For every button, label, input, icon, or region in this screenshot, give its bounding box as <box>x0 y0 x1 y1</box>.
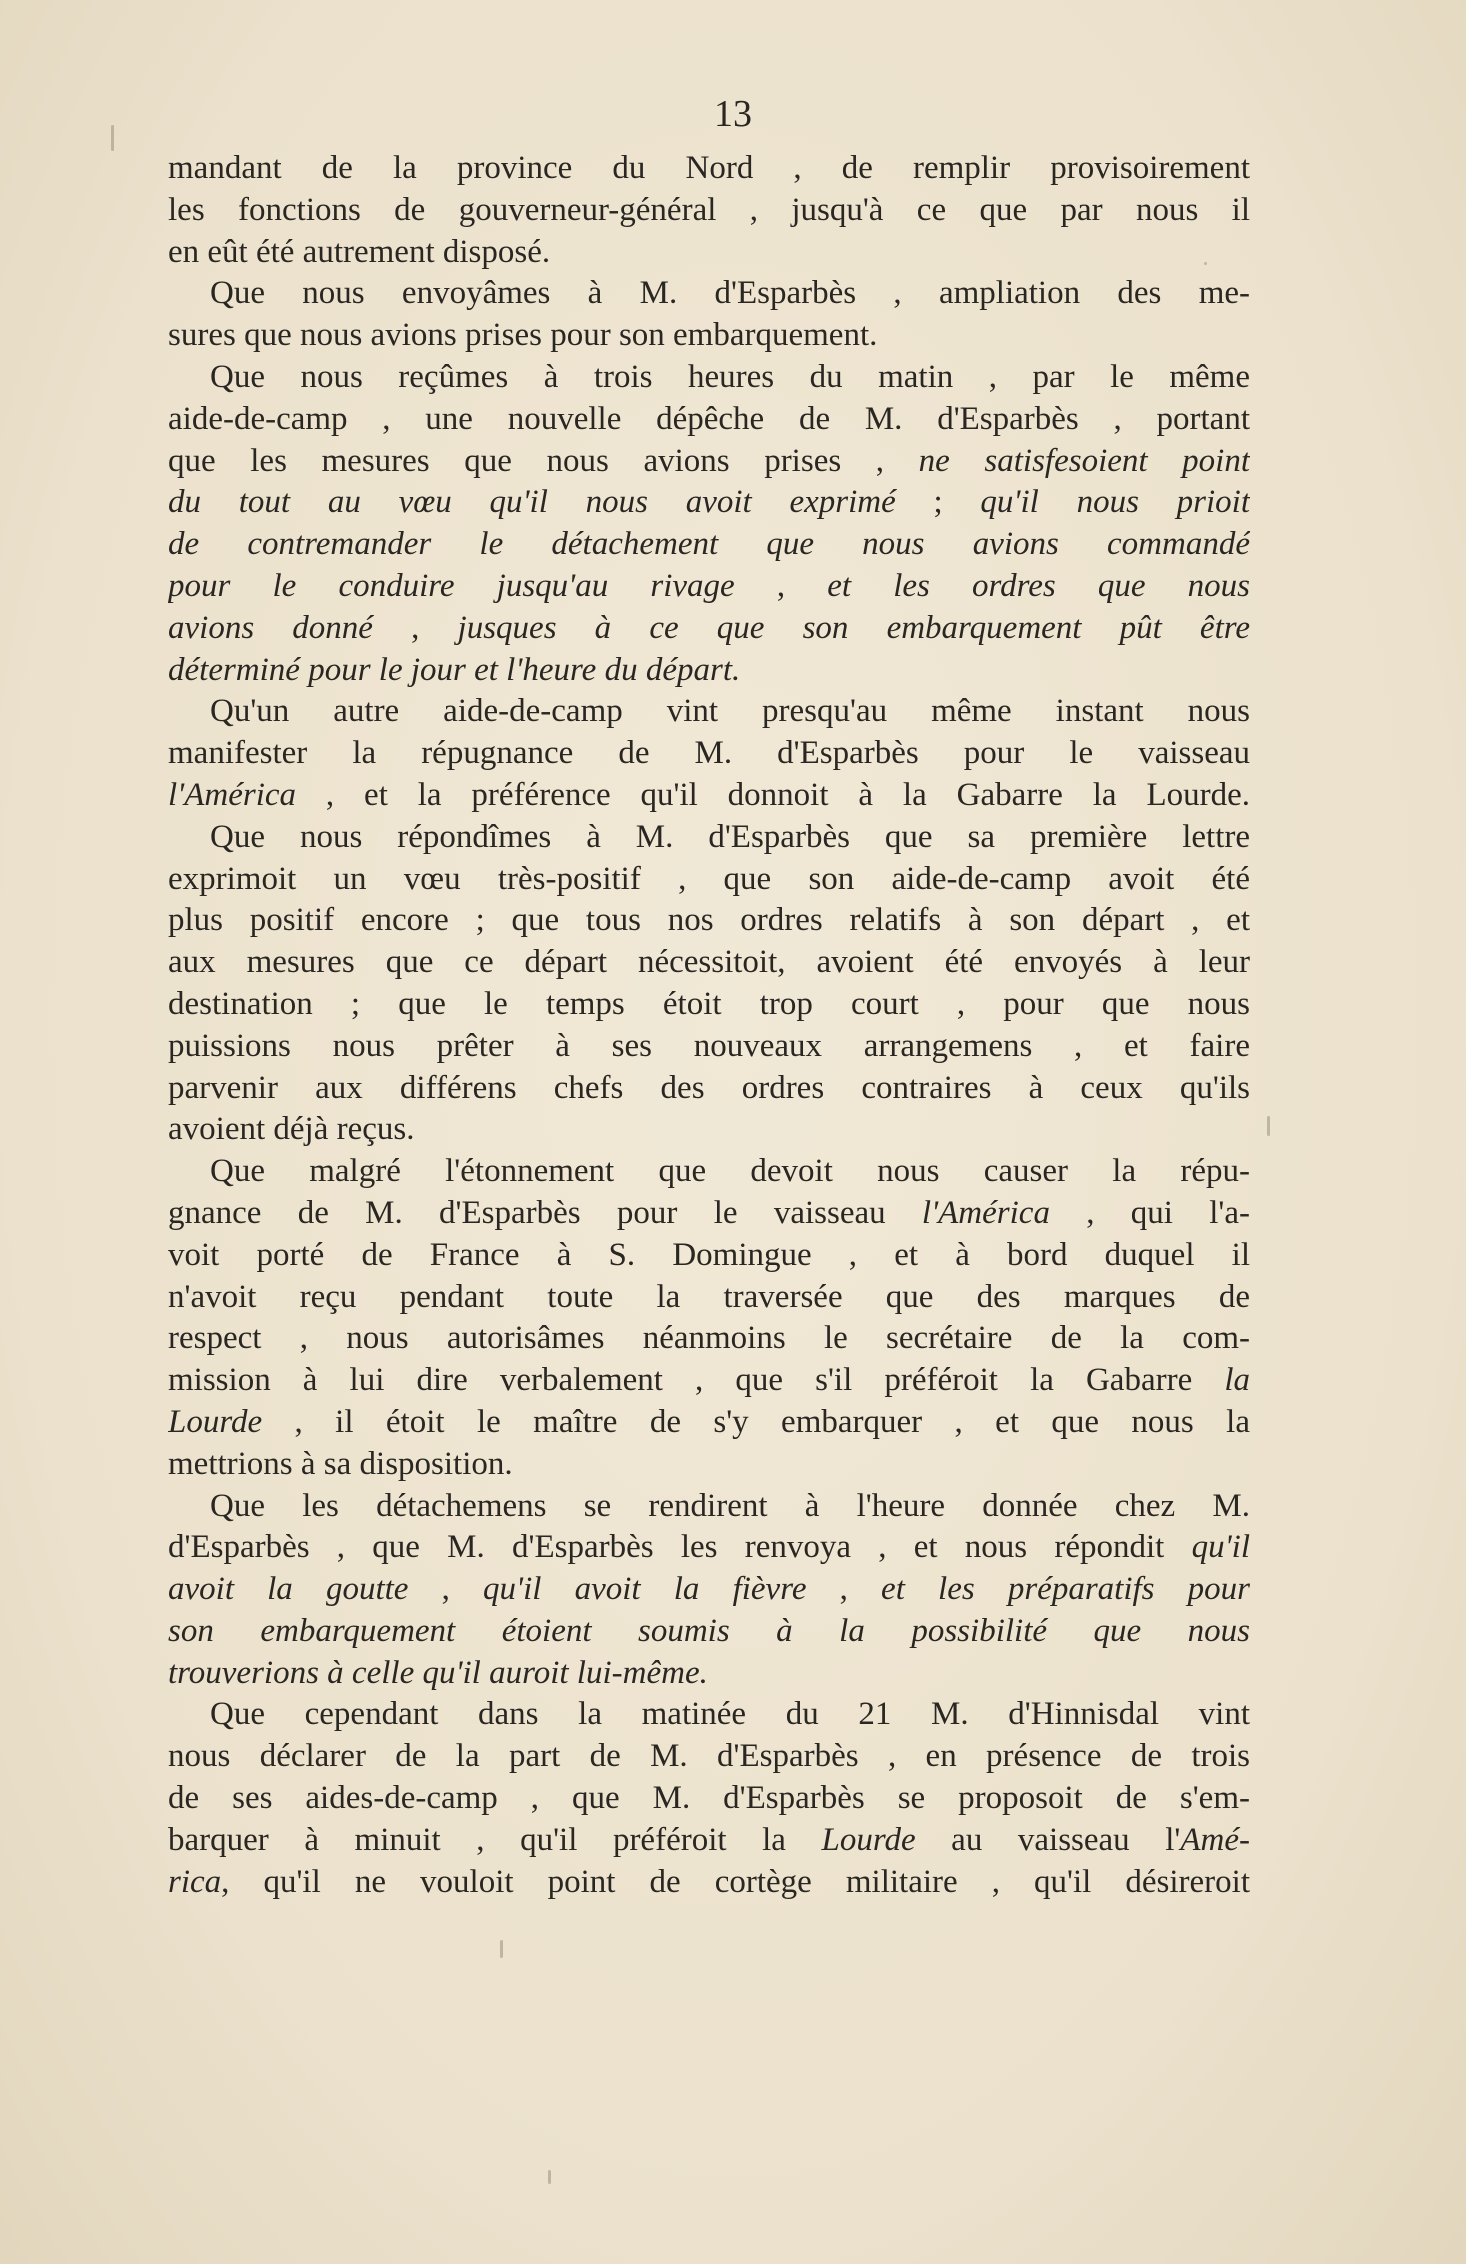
italic-text: pour le conduire jusqu'au rivage <box>168 567 735 604</box>
text-line <box>168 1486 1250 1528</box>
text-segment: Que nous répondîmes à M. d'Esparbès que sa première lettre <box>210 818 1250 855</box>
text-segment: , <box>806 1571 882 1608</box>
text-segment: Que nous envoyâmes à M. d'Esparbès , ampliation des me- <box>210 275 1250 312</box>
text-segment: voit porté de France à S. Domingue , et à bord duquel il <box>168 1236 1250 1273</box>
text-line <box>168 733 1250 775</box>
italic-text: qu'il nous prioit <box>980 484 1250 521</box>
italic-text: et les préparatifs pour <box>881 1571 1250 1608</box>
text-segment: mandant de la province du Nord , de remplir provisoirement <box>168 150 1250 186</box>
italic-text: jusques à ce que son embarquement pût être <box>457 609 1250 646</box>
text-segment: Qu'un autre aide-de-camp vint presqu'au même instant nous <box>210 693 1250 730</box>
text-line <box>168 817 1250 859</box>
page-number: 13 <box>714 93 752 135</box>
text-line <box>168 1820 1250 1862</box>
italic-text: l'América <box>168 776 297 813</box>
text-segment: d'Esparbès , que M. d'Esparbès les renvoya , et nous répondit <box>168 1529 1192 1566</box>
text-segment: nous déclarer de la part de M. d'Esparbès , en présence de trois <box>168 1738 1250 1775</box>
text-segment: Que les détachemens se rendirent à l'heure donnée chez M. <box>210 1487 1250 1524</box>
text-line <box>168 1318 1250 1360</box>
body-text <box>168 148 1250 1903</box>
text-line <box>168 1402 1250 1444</box>
text-segment: destination ; que le temps étoit trop court , pour que nous <box>168 985 1250 1022</box>
italic-text: du tout au vœu qu'il nous avoit exprimé <box>168 484 896 521</box>
text-line <box>168 1527 1250 1569</box>
italic-text: la <box>1224 1362 1250 1399</box>
text-line <box>168 775 1250 817</box>
text-line <box>168 984 1250 1026</box>
text-line <box>168 1694 1250 1736</box>
text-segment: aide-de-camp , une nouvelle dépêche de M. d'Esparbès , portant <box>168 400 1250 437</box>
text-line <box>168 1235 1250 1277</box>
text-line <box>168 691 1250 733</box>
italic-text: Amé- <box>1180 1821 1250 1858</box>
paper-blemish <box>1204 262 1207 265</box>
paper-blemish <box>548 2170 551 2184</box>
text-segment: , il étoit le maître de s'y embarquer , et que nous la <box>262 1403 1250 1440</box>
text-segment: de ses aides-de-camp , que M. d'Esparbès se proposoit de s'em- <box>168 1780 1250 1817</box>
text-segment: Que cependant dans la matinée du 21 M. d'Hinnisdal vint <box>210 1696 1250 1733</box>
text-segment: en eût été autrement disposé. <box>168 233 551 270</box>
text-segment: sures que nous avions prises pour son embarquement. <box>168 317 878 354</box>
text-segment: ; <box>895 484 981 521</box>
italic-text: qu'il avoit la fièvre <box>483 1571 807 1608</box>
text-line <box>168 273 1250 315</box>
text-line <box>168 1193 1250 1235</box>
text-line <box>168 1151 1250 1193</box>
text-segment: Que malgré l'étonnement que devoit nous causer la répu- <box>210 1153 1250 1190</box>
italic-text: et les ordres que nous <box>827 567 1250 604</box>
text-segment: gnance de M. d'Esparbès pour le vaisseau <box>168 1194 922 1231</box>
text-segment: , qu'il ne vouloit point de cortège militaire , qu'il désireroit <box>221 1863 1250 1900</box>
italic-text: déterminé pour le jour et l'heure du départ. <box>168 651 741 688</box>
italic-text: rica <box>168 1863 222 1900</box>
italic-text: ne satisfesoient point <box>918 442 1250 479</box>
text-segment: au vaisseau l' <box>915 1821 1181 1858</box>
text-segment: mettrions à sa disposition. <box>168 1445 513 1482</box>
text-line <box>168 148 1250 190</box>
text-line <box>168 1109 1250 1151</box>
text-line <box>168 1444 1250 1486</box>
text-line <box>168 1736 1250 1778</box>
italic-text: Lourde <box>821 1821 916 1858</box>
text-segment: exprimoit un vœu très-positif , que son aide-de-camp avoit été <box>168 860 1250 897</box>
text-segment: n'avoit reçu pendant toute la traversée que des marques de <box>168 1278 1250 1315</box>
text-segment: , et la préférence qu'il donnoit à la Gabarre la Lourde. <box>296 776 1250 813</box>
text-segment: mission à lui dire verbalement , que s'il préféroit la Gabarre <box>168 1362 1225 1399</box>
text-line <box>168 1862 1250 1904</box>
text-line <box>168 650 1250 692</box>
text-line <box>168 441 1250 483</box>
italic-text: de contremander le détachement que nous avions commandé <box>168 526 1250 563</box>
italic-text: l'América <box>921 1194 1050 1231</box>
paper-blemish <box>111 125 114 151</box>
text-line <box>168 232 1250 274</box>
text-segment: aux mesures que ce départ nécessitoit, avoient été envoyés à leur <box>168 944 1250 981</box>
text-segment: les fonctions de gouverneur-général , jusqu'à ce que par nous il <box>168 191 1250 228</box>
text-line <box>168 1026 1250 1068</box>
italic-text: avoit la goutte <box>168 1571 409 1608</box>
text-line <box>168 399 1250 441</box>
text-segment: respect , nous autorisâmes néanmoins le secrétaire de la com- <box>168 1320 1250 1357</box>
text-segment: Que nous reçûmes à trois heures du matin , par le même <box>210 358 1250 395</box>
paper-blemish <box>500 1940 503 1958</box>
text-line <box>168 1068 1250 1110</box>
text-line <box>168 1569 1250 1611</box>
text-segment: manifester la répugnance de M. d'Esparbès pour le vaisseau <box>168 735 1250 772</box>
text-line <box>168 1360 1250 1402</box>
text-segment: puissions nous prêter à ses nouveaux arrangemens , et faire <box>168 1027 1250 1064</box>
text-line <box>168 315 1250 357</box>
italic-text: trouverions à celle qu'il auroit lui-même. <box>168 1654 708 1691</box>
text-line <box>168 566 1250 608</box>
italic-text: avions donné <box>168 609 373 646</box>
text-line <box>168 900 1250 942</box>
paper-blemish <box>1267 1116 1270 1136</box>
text-segment: plus positif encore ; que tous nos ordres relatifs à son départ , et <box>168 902 1250 939</box>
text-line <box>168 942 1250 984</box>
text-line <box>168 1277 1250 1319</box>
text-line <box>168 1611 1250 1653</box>
text-segment: avoient déjà reçus. <box>168 1111 415 1148</box>
text-segment: , <box>408 1571 484 1608</box>
italic-text: son embarquement étoient soumis à la possibilité que nous <box>168 1612 1250 1649</box>
text-segment: que les mesures que nous avions prises , <box>168 442 919 479</box>
text-line <box>168 1778 1250 1820</box>
text-line <box>168 482 1250 524</box>
text-line <box>168 357 1250 399</box>
italic-text: qu'il <box>1191 1529 1250 1566</box>
text-line <box>168 524 1250 566</box>
text-line <box>168 608 1250 650</box>
text-segment: barquer à minuit , qu'il préféroit la <box>168 1821 822 1858</box>
text-segment: , <box>372 609 458 646</box>
text-line <box>168 190 1250 232</box>
italic-text: Lourde <box>168 1403 263 1440</box>
text-line <box>168 1653 1250 1695</box>
text-line <box>168 859 1250 901</box>
text-segment: , qui l'a- <box>1049 1194 1250 1231</box>
text-segment: , <box>734 567 828 604</box>
text-segment: parvenir aux différens chefs des ordres contraires à ceux qu'ils <box>168 1069 1250 1106</box>
